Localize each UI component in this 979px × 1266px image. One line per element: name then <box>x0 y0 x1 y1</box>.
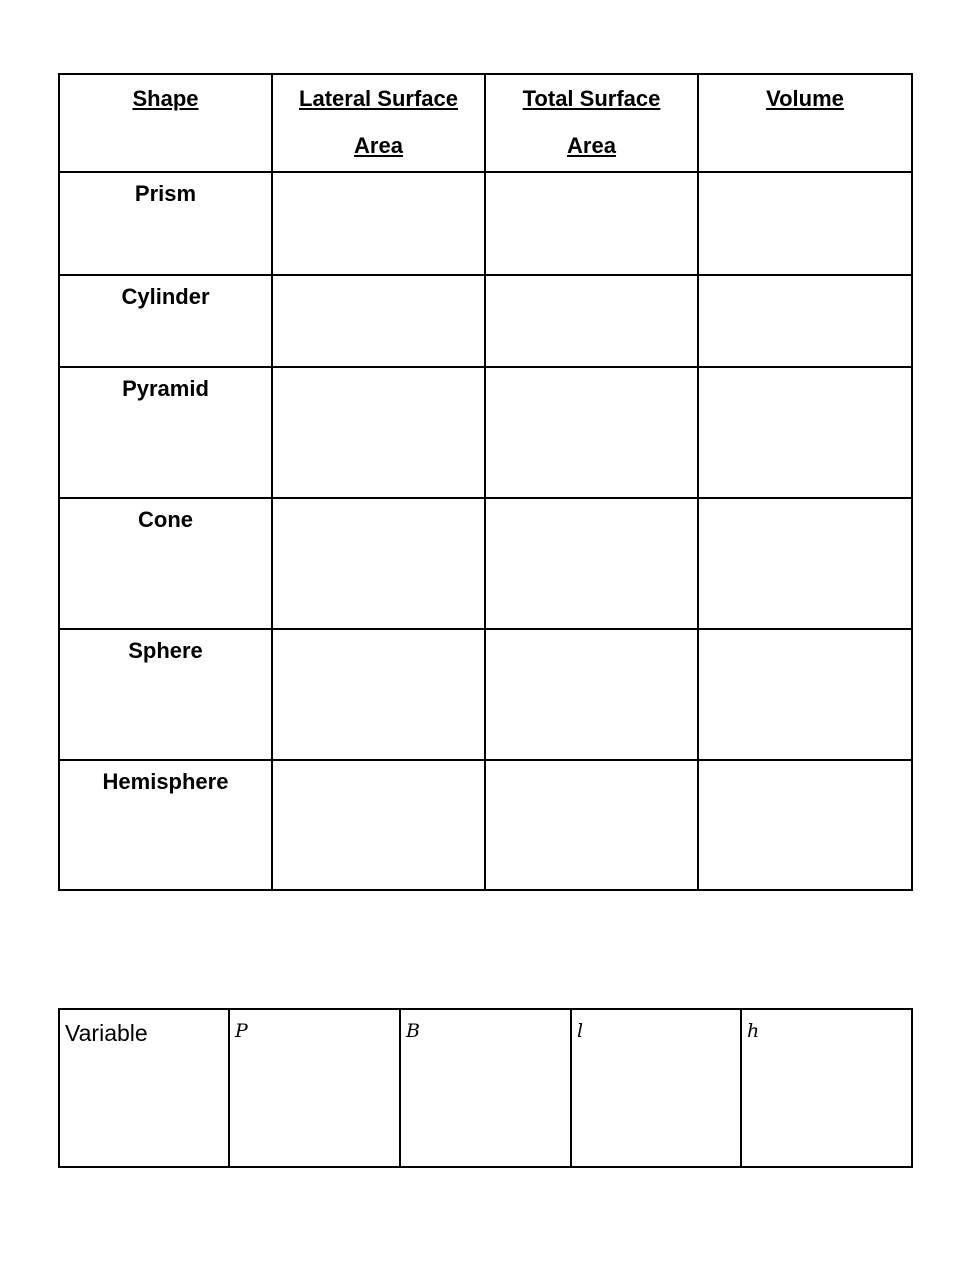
header-total-surface-area <box>485 74 698 172</box>
volume-cell-cylinder[interactable] <box>698 275 912 367</box>
header-total-line1: Total Surface <box>522 86 661 111</box>
lateral-area-cell-cone[interactable] <box>272 498 485 629</box>
shape-cell-cylinder: Cylinder <box>59 275 272 367</box>
table-row <box>59 498 912 629</box>
header-shape-label: Shape <box>132 86 199 111</box>
volume-cell-pyramid[interactable] <box>698 367 912 498</box>
table-row <box>59 367 912 498</box>
header-lateral-surface-area <box>272 74 485 172</box>
header-total-line2: Area <box>567 133 616 158</box>
table-row <box>59 275 912 367</box>
variable-cell-h[interactable]: h <box>741 1009 912 1167</box>
header-lateral-line2: Area <box>354 133 403 158</box>
shape-cell-hemisphere: Hemisphere <box>59 760 272 890</box>
variable-cell-b[interactable]: B <box>400 1009 571 1167</box>
total-area-cell-prism[interactable] <box>485 172 698 275</box>
volume-cell-prism[interactable] <box>698 172 912 275</box>
variable-table <box>58 1008 913 1168</box>
shape-cell-prism: Prism <box>59 172 272 275</box>
table-row <box>59 172 912 275</box>
lateral-area-cell-pyramid[interactable] <box>272 367 485 498</box>
variable-row <box>59 1009 912 1167</box>
total-area-cell-cylinder[interactable] <box>485 275 698 367</box>
lateral-area-cell-hemisphere[interactable] <box>272 760 485 890</box>
formula-table <box>58 73 913 891</box>
table-row <box>59 629 912 760</box>
lateral-area-cell-sphere[interactable] <box>272 629 485 760</box>
shape-cell-pyramid: Pyramid <box>59 367 272 498</box>
header-lateral-line1: Lateral Surface <box>299 86 458 111</box>
lateral-area-cell-prism[interactable] <box>272 172 485 275</box>
header-volume <box>698 74 912 172</box>
variable-label: Variable <box>59 1009 229 1167</box>
shape-cell-cone: Cone <box>59 498 272 629</box>
variable-cell-l[interactable]: l <box>571 1009 741 1167</box>
lateral-area-cell-cylinder[interactable] <box>272 275 485 367</box>
total-area-cell-sphere[interactable] <box>485 629 698 760</box>
total-area-cell-pyramid[interactable] <box>485 367 698 498</box>
total-area-cell-hemisphere[interactable] <box>485 760 698 890</box>
table-row <box>59 760 912 890</box>
header-volume-label: Volume <box>766 86 844 111</box>
total-area-cell-cone[interactable] <box>485 498 698 629</box>
header-shape <box>59 74 272 172</box>
variable-cell-p[interactable]: P <box>229 1009 400 1167</box>
volume-cell-hemisphere[interactable] <box>698 760 912 890</box>
volume-cell-sphere[interactable] <box>698 629 912 760</box>
header-row <box>59 74 912 172</box>
shape-cell-sphere: Sphere <box>59 629 272 760</box>
volume-cell-cone[interactable] <box>698 498 912 629</box>
